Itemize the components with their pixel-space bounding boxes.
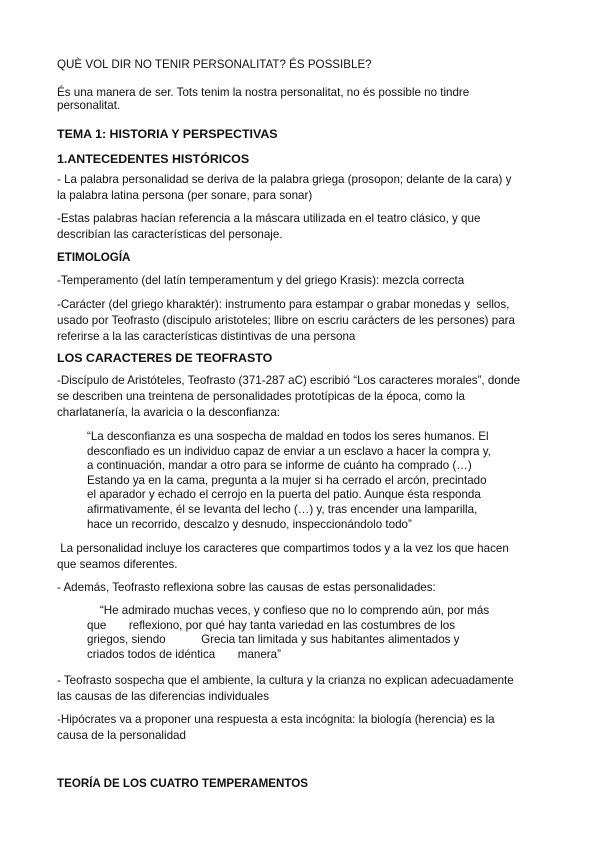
personalidad-paragraph bbox=[57, 541, 557, 573]
etimologia-paragraph-2 bbox=[57, 297, 557, 345]
antecedentes-paragraph-1 bbox=[57, 172, 557, 204]
text-line: -Hipócrates va a proponer una respuesta a esta incógnita: la biología (herencia) es la bbox=[57, 713, 495, 726]
quote-line: “He admirado muchas veces, y confieso que no lo comprendo aún, por más bbox=[87, 604, 490, 617]
text-line: La personalidad incluye los caracteres que compartimos todos y a la vez los que hacen bbox=[57, 542, 509, 555]
intro-line: És una manera de ser. Tots tenim la nostra personalitat, no és possible no tindre bbox=[57, 86, 470, 99]
quote-line: afirmativamente, él se levanta del lecho (…) y, tras encender una lamparilla, bbox=[87, 502, 478, 516]
quote-line: que reflexiono, por qué hay tanta variedad en las costumbres de los bbox=[87, 618, 455, 632]
intro-paragraph bbox=[57, 85, 557, 114]
ademas-paragraph: - Además, Teofrasto reflexiona sobre las causas de estas personalidades: bbox=[57, 581, 436, 594]
quote-line: criados todos de idéntica manera” bbox=[87, 647, 281, 661]
title-question: QUÈ VOL DIR NO TENIR PERSONALITAT? ÉS POSSIBLE? bbox=[57, 58, 372, 71]
quote-line: “La desconfianza es una sospecha de maldad en todos los seres humanos. El bbox=[87, 430, 489, 443]
etimologia-heading: ETIMOLOGÍA bbox=[57, 251, 131, 264]
quote-line: a continuación, mandar a otro para se informe de cuánto ha comprado (…) bbox=[87, 459, 472, 473]
quote-line: el aparador y echado el cerrojo en la puerta del patio. Aunque ésta responda bbox=[87, 488, 481, 502]
text-line: describían las características del personaje. bbox=[57, 228, 283, 241]
quote-line: griegos, siendo Grecia tan limitada y sus habitantes alimentados y bbox=[87, 633, 460, 647]
teofrasto-sospecha-paragraph bbox=[57, 673, 557, 705]
text-line: las causas de las diferencias individuales bbox=[57, 690, 270, 703]
caracteres-paragraph bbox=[57, 373, 557, 421]
text-line: referirse a la las características distintivas de una persona bbox=[57, 330, 356, 343]
text-line: -Estas palabras hacían referencia a la máscara utilizada en el teatro clásico, y que bbox=[57, 212, 481, 225]
tema-heading: TEMA 1: HISTORIA Y PERSPECTIVAS bbox=[57, 127, 278, 141]
quote-desconfianza bbox=[87, 430, 517, 532]
text-line: se describen una treintena de personalidades prototípicas de la época, como la bbox=[57, 390, 465, 403]
quote-line: hace un recorrido, descalzo y desnudo, inspeccionándolo todo” bbox=[87, 517, 412, 531]
hipocrates-paragraph bbox=[57, 712, 557, 744]
text-line: la palabra latina persona (per sonare, para sonar) bbox=[57, 189, 313, 202]
quote-line: desconfiado es un individuo capaz de enviar a un esclavo a hacer la compra y, bbox=[87, 444, 491, 458]
antecedentes-paragraph-2 bbox=[57, 211, 557, 243]
quote-variedad bbox=[87, 604, 517, 662]
etimologia-paragraph-1: -Temperamento (del latín temperamentum y del griego Krasis): mezcla correcta bbox=[57, 274, 465, 287]
text-line: que seamos diferentes. bbox=[57, 558, 178, 571]
text-line: -Discípulo de Aristóteles, Teofrasto (371-287 aC) escribió “Los caracteres morales”, donde bbox=[57, 374, 521, 387]
text-line: charlatanería, la avaricia o la desconfianza: bbox=[57, 406, 280, 419]
intro-line: personalitat. bbox=[57, 99, 121, 112]
text-line: - Teofrasto sospecha que el ambiente, la cultura y la crianza no explican adecuadamente bbox=[57, 674, 514, 687]
antecedentes-heading: 1.ANTECEDENTES HISTÓRICOS bbox=[57, 152, 250, 166]
text-line: - La palabra personalidad se deriva de la palabra griega (prosopon; delante de la cara) y bbox=[57, 173, 512, 186]
temperamentos-heading: TEORÍA DE LOS CUATRO TEMPERAMENTOS bbox=[57, 777, 308, 790]
text-line: -Carácter (del griego kharaktér): instrumento para estampar o grabar monedas y sellos, bbox=[57, 298, 510, 311]
caracteres-heading: LOS CARACTERES DE TEOFRASTO bbox=[57, 351, 273, 365]
text-line: usado por Teofrasto (discipulo aristoteles; llibre on escriu carácters de les persones) para bbox=[57, 314, 515, 327]
text-line: causa de la personalidad bbox=[57, 729, 186, 742]
quote-line: Estando ya en la cama, pregunta a la mujer si ha cerrado el arcón, precintado bbox=[87, 473, 487, 487]
